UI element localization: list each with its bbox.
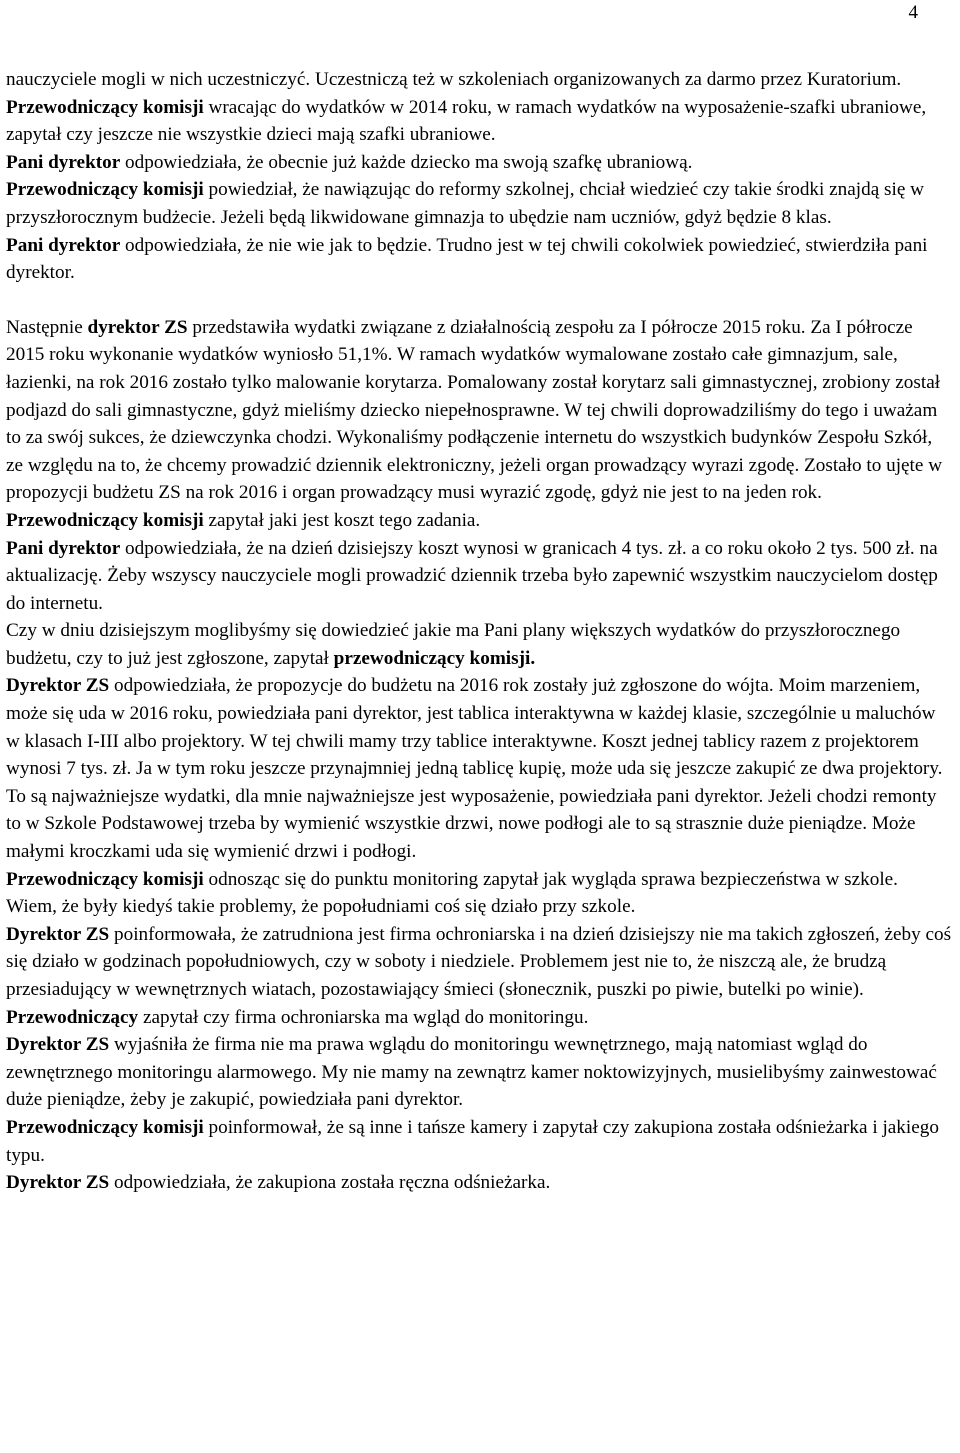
paragraph-text: poinformował, że są inne i tańsze kamery i zapytał czy zakupiona została odśnieżarka i jakiego typu. bbox=[6, 1116, 939, 1166]
paragraph-text: poinformowała, że zatrudniona jest firma ochroniarska i na dzień dzisiejszy nie ma takich zgłoszeń, żeby coś się działo w godzinach popołudniowych, czy w soboty i niedziele. Problemem jest nie to, że niszczą ale, że brudzą przesiadujący w wewnętrznych wiatach, pozostawiający śmieci (słonecznik, puszki po piwie, butelki po winie). bbox=[6, 923, 952, 1000]
paragraph-text: Czy w dniu dzisiejszym moglibyśmy się dowiedzieć jakie ma Pani plany większych wydatków do przyszłorocznego budżetu, czy to już jest zgłoszone, zapytał bbox=[6, 620, 901, 669]
paragraph-text: Następnie bbox=[6, 316, 88, 338]
speaker-name: Przewodniczący komisji bbox=[6, 96, 204, 118]
paragraph-text: odpowiedziała, że obecnie już każde dziecko ma swoją szafkę ubraniową. bbox=[120, 151, 693, 173]
paragraph bbox=[6, 1169, 952, 1197]
speaker-name: Dyrektor ZS bbox=[6, 675, 110, 697]
paragraph bbox=[6, 176, 952, 231]
speaker-name: Przewodniczący komisji bbox=[6, 868, 204, 890]
paragraph bbox=[6, 314, 952, 507]
speaker-name: Przewodniczący komisji bbox=[6, 509, 204, 531]
paragraph bbox=[6, 1004, 952, 1032]
paragraph bbox=[6, 1031, 952, 1114]
paragraph bbox=[6, 617, 952, 672]
paragraph bbox=[6, 672, 952, 865]
speaker-name: przewodniczący komisji. bbox=[333, 647, 536, 669]
speaker-name: Przewodniczący bbox=[6, 1006, 139, 1028]
paragraph-text: odpowiedziała, że zakupiona została ręczna odśnieżarka. bbox=[109, 1172, 551, 1194]
paragraph bbox=[6, 866, 952, 921]
paragraph-text: odpowiedziała, że na dzień dzisiejszy koszt wynosi w granicach 4 tys. zł. a co roku około 2 tys. 500 zł. na aktualizację. Żeby wszyscy nauczyciele mogli prowadzić dziennik trzeba było zapewnić wszystkim nauczycielom dostęp do internetu. bbox=[6, 537, 938, 614]
paragraph-text: zapytał czy firma ochroniarska ma wgląd do monitoringu. bbox=[138, 1006, 589, 1028]
speaker-name: Dyrektor ZS bbox=[6, 1034, 110, 1056]
speaker-name: Dyrektor ZS bbox=[6, 923, 110, 945]
paragraph bbox=[6, 232, 952, 287]
speaker-name: Pani dyrektor bbox=[6, 151, 121, 173]
paragraph bbox=[6, 149, 952, 177]
paragraph bbox=[6, 94, 952, 149]
paragraph-text: odpowiedziała, że propozycje do budżetu na 2016 rok zostały już zgłoszone do wójta. Moim marzeniem, może się uda w 2016 roku, powiedziała pani dyrektor, jest tablica interaktywna w każdej klasie, szczególnie u maluchów w klasach I-III albo projektory. W tej chwili mamy trzy tablice interaktywne. Koszt jednej tablicy razem z projektorem wynosi 7 tys. zł. Ja w tym roku jeszcze przynajmniej jedną tablicę kupię, może uda się jeszcze zakupić ze dwa projektory. To są najważniejsze wydatki, dla mnie najważniejsze jest wyposażenie, powiedziała pani dyrektor. Jeżeli chodzi remonty to w Szkole Podstawowej trzeba by wymienić wszystkie drzwi, nowe podłogi ale to są strasznie duże pieniądze. Może małymi kroczkami uda się wymienić drzwi i podłogi. bbox=[6, 675, 943, 863]
paragraph-text: przedstawiła wydatki związane z działalnością zespołu za I półrocze 2015 roku. Za I półrocze 2015 roku wykonanie wydatków wyniosło 51,1%. W ramach wydatków wymalowane zostało całe gimnazjum, sale, łazienki, na rok 2016 zostało tylko malowanie korytarza. Pomalowany został korytarz sali gimnastycznej, zrobiony został podjazd do sali gimnastyczne, gdyż mieliśmy dziecko niepełnosprawne. W tej chwili doprowadziliśmy do tego i uważam to za swój sukces, że dziewczynka chodzi. Wykonaliśmy podłączenie internetu do wszystkich budynków Zespołu Szkół, ze względu na to, że chcemy prowadzić dziennik elektroniczny, jeżeli organ prowadzący wyrazi zgodę. Zostało to ujęte w propozycji budżetu ZS na rok 2016 i organ prowadzący musi wyrazić zgodę, gdyż nie jest to na jeden rok. bbox=[6, 316, 943, 504]
paragraph-text: odnosząc się do punktu monitoring zapytał jak wygląda sprawa bezpieczeństwa w szkole. Wiem, że były kiedyś takie problemy, że popołudniami coś się działo przy szkole. bbox=[6, 868, 898, 918]
paragraph bbox=[6, 1114, 952, 1169]
paragraph-text: zapytał jaki jest koszt tego zadania. bbox=[203, 509, 481, 531]
speaker-name: Dyrektor ZS bbox=[6, 1172, 110, 1194]
paragraph bbox=[6, 507, 952, 535]
paragraph-text: powiedział, że nawiązując do reformy szkolnej, chciał wiedzieć czy takie środki znajdą się w przyszłorocznym budżecie. Jeżeli będą likwidowane gimnazja to ubędzie nam uczniów, gdyż będzie 8 klas. bbox=[6, 179, 924, 228]
paragraph bbox=[6, 535, 952, 618]
paragraph bbox=[6, 921, 952, 1004]
speaker-name: Pani dyrektor bbox=[6, 537, 121, 559]
speaker-name: Przewodniczący komisji bbox=[6, 179, 204, 201]
paragraph-text: odpowiedziała, że nie wie jak to będzie. Trudno jest w tej chwili cokolwiek powiedzieć, stwierdziła pani dyrektor. bbox=[6, 234, 928, 284]
speaker-name: Pani dyrektor bbox=[6, 234, 121, 256]
paragraph-text: wracając do wydatków w 2014 roku, w ramach wydatków na wyposażenie-szafki ubraniowe, zapytał czy jeszcze nie wszystkie dzieci mają szafki ubraniowe. bbox=[6, 96, 927, 146]
paragraph bbox=[6, 66, 952, 94]
page-number: 4 bbox=[908, 2, 918, 23]
paragraph-text: wyjaśniła że firma nie ma prawa wglądu do monitoringu wewnętrznego, mają natomiast wgląd do zewnętrznego monitoringu alarmowego. My nie mamy na zewnątrz kamer noktowizyjnych, musielibyśmy zainwestować duże pieniądze, żeby je zakupić, powiedziała pani dyrektor. bbox=[6, 1034, 937, 1111]
speaker-name: Przewodniczący komisji bbox=[6, 1116, 204, 1138]
speaker-name: dyrektor ZS bbox=[87, 316, 188, 338]
document-body bbox=[6, 66, 952, 1197]
paragraph-text: nauczyciele mogli w nich uczestniczyć. Uczestniczą też w szkoleniach organizowanych za darmo przez Kuratorium. bbox=[6, 69, 902, 90]
